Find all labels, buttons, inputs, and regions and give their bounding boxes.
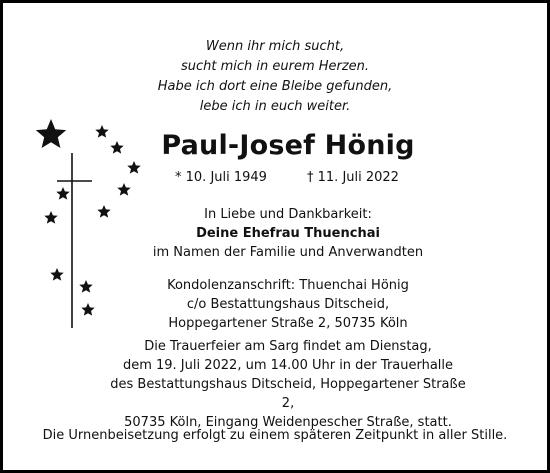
star-icon <box>117 183 130 196</box>
star-icon <box>79 280 92 293</box>
star-icon <box>50 268 63 281</box>
mourners-intro: In Liebe und Dankbarkeit: <box>204 207 372 222</box>
poem-line: sucht mich in eurem Herzen. <box>180 59 370 74</box>
condolence-line: Kondolenzanschrift: Thuenchai Hönig <box>167 278 409 293</box>
star-icon <box>56 187 69 200</box>
star-icon <box>110 141 123 154</box>
death-date: † 11. Juli 2022 <box>307 170 399 185</box>
star-icon <box>81 303 94 316</box>
funeral-line: dem 19. Juli 2022, um 14.00 Uhr in der Trauerhalle <box>122 358 454 373</box>
star-icon <box>36 119 66 148</box>
condolence-line: Hoppegartener Straße 2, 50735 Köln <box>168 316 408 331</box>
condolence-line: c/o Bestattungshaus Ditscheid, <box>186 297 390 312</box>
birth-date: * 10. Juli 1949 <box>175 170 267 185</box>
poem-line: Wenn ihr mich sucht, <box>205 39 345 54</box>
star-icon <box>127 161 140 174</box>
funeral-line: Die Trauerfeier am Sarg findet am Dienstag, <box>144 339 432 354</box>
poem <box>3 37 547 117</box>
mourners-block <box>103 205 473 262</box>
star-icon <box>95 125 108 138</box>
family-line: im Namen der Familie und Anverwandten <box>152 245 424 260</box>
cross-icon <box>57 153 92 328</box>
funeral-line: 50735 Köln, Eingang Weidenpescher Straße, statt. <box>124 415 452 430</box>
funeral-details <box>103 337 473 432</box>
poem-line: Habe ich dort eine Bleibe gefunden, <box>157 79 393 94</box>
poem-line: lebe ich in euch weiter. <box>199 99 351 114</box>
urn-burial-note: Die Urnenbeisetzung erfolgt zu einem späteren Zeitpunkt in aller Stille. <box>42 428 508 443</box>
condolence-address <box>103 276 473 333</box>
deceased-name: Paul-Josef Hönig <box>161 130 415 161</box>
star-icon <box>44 211 57 224</box>
spouse-name: Deine Ehefrau Thuenchai <box>196 226 380 241</box>
funeral-line: des Bestattungshaus Ditscheid, Hoppegartener Straße 2, <box>110 377 466 411</box>
